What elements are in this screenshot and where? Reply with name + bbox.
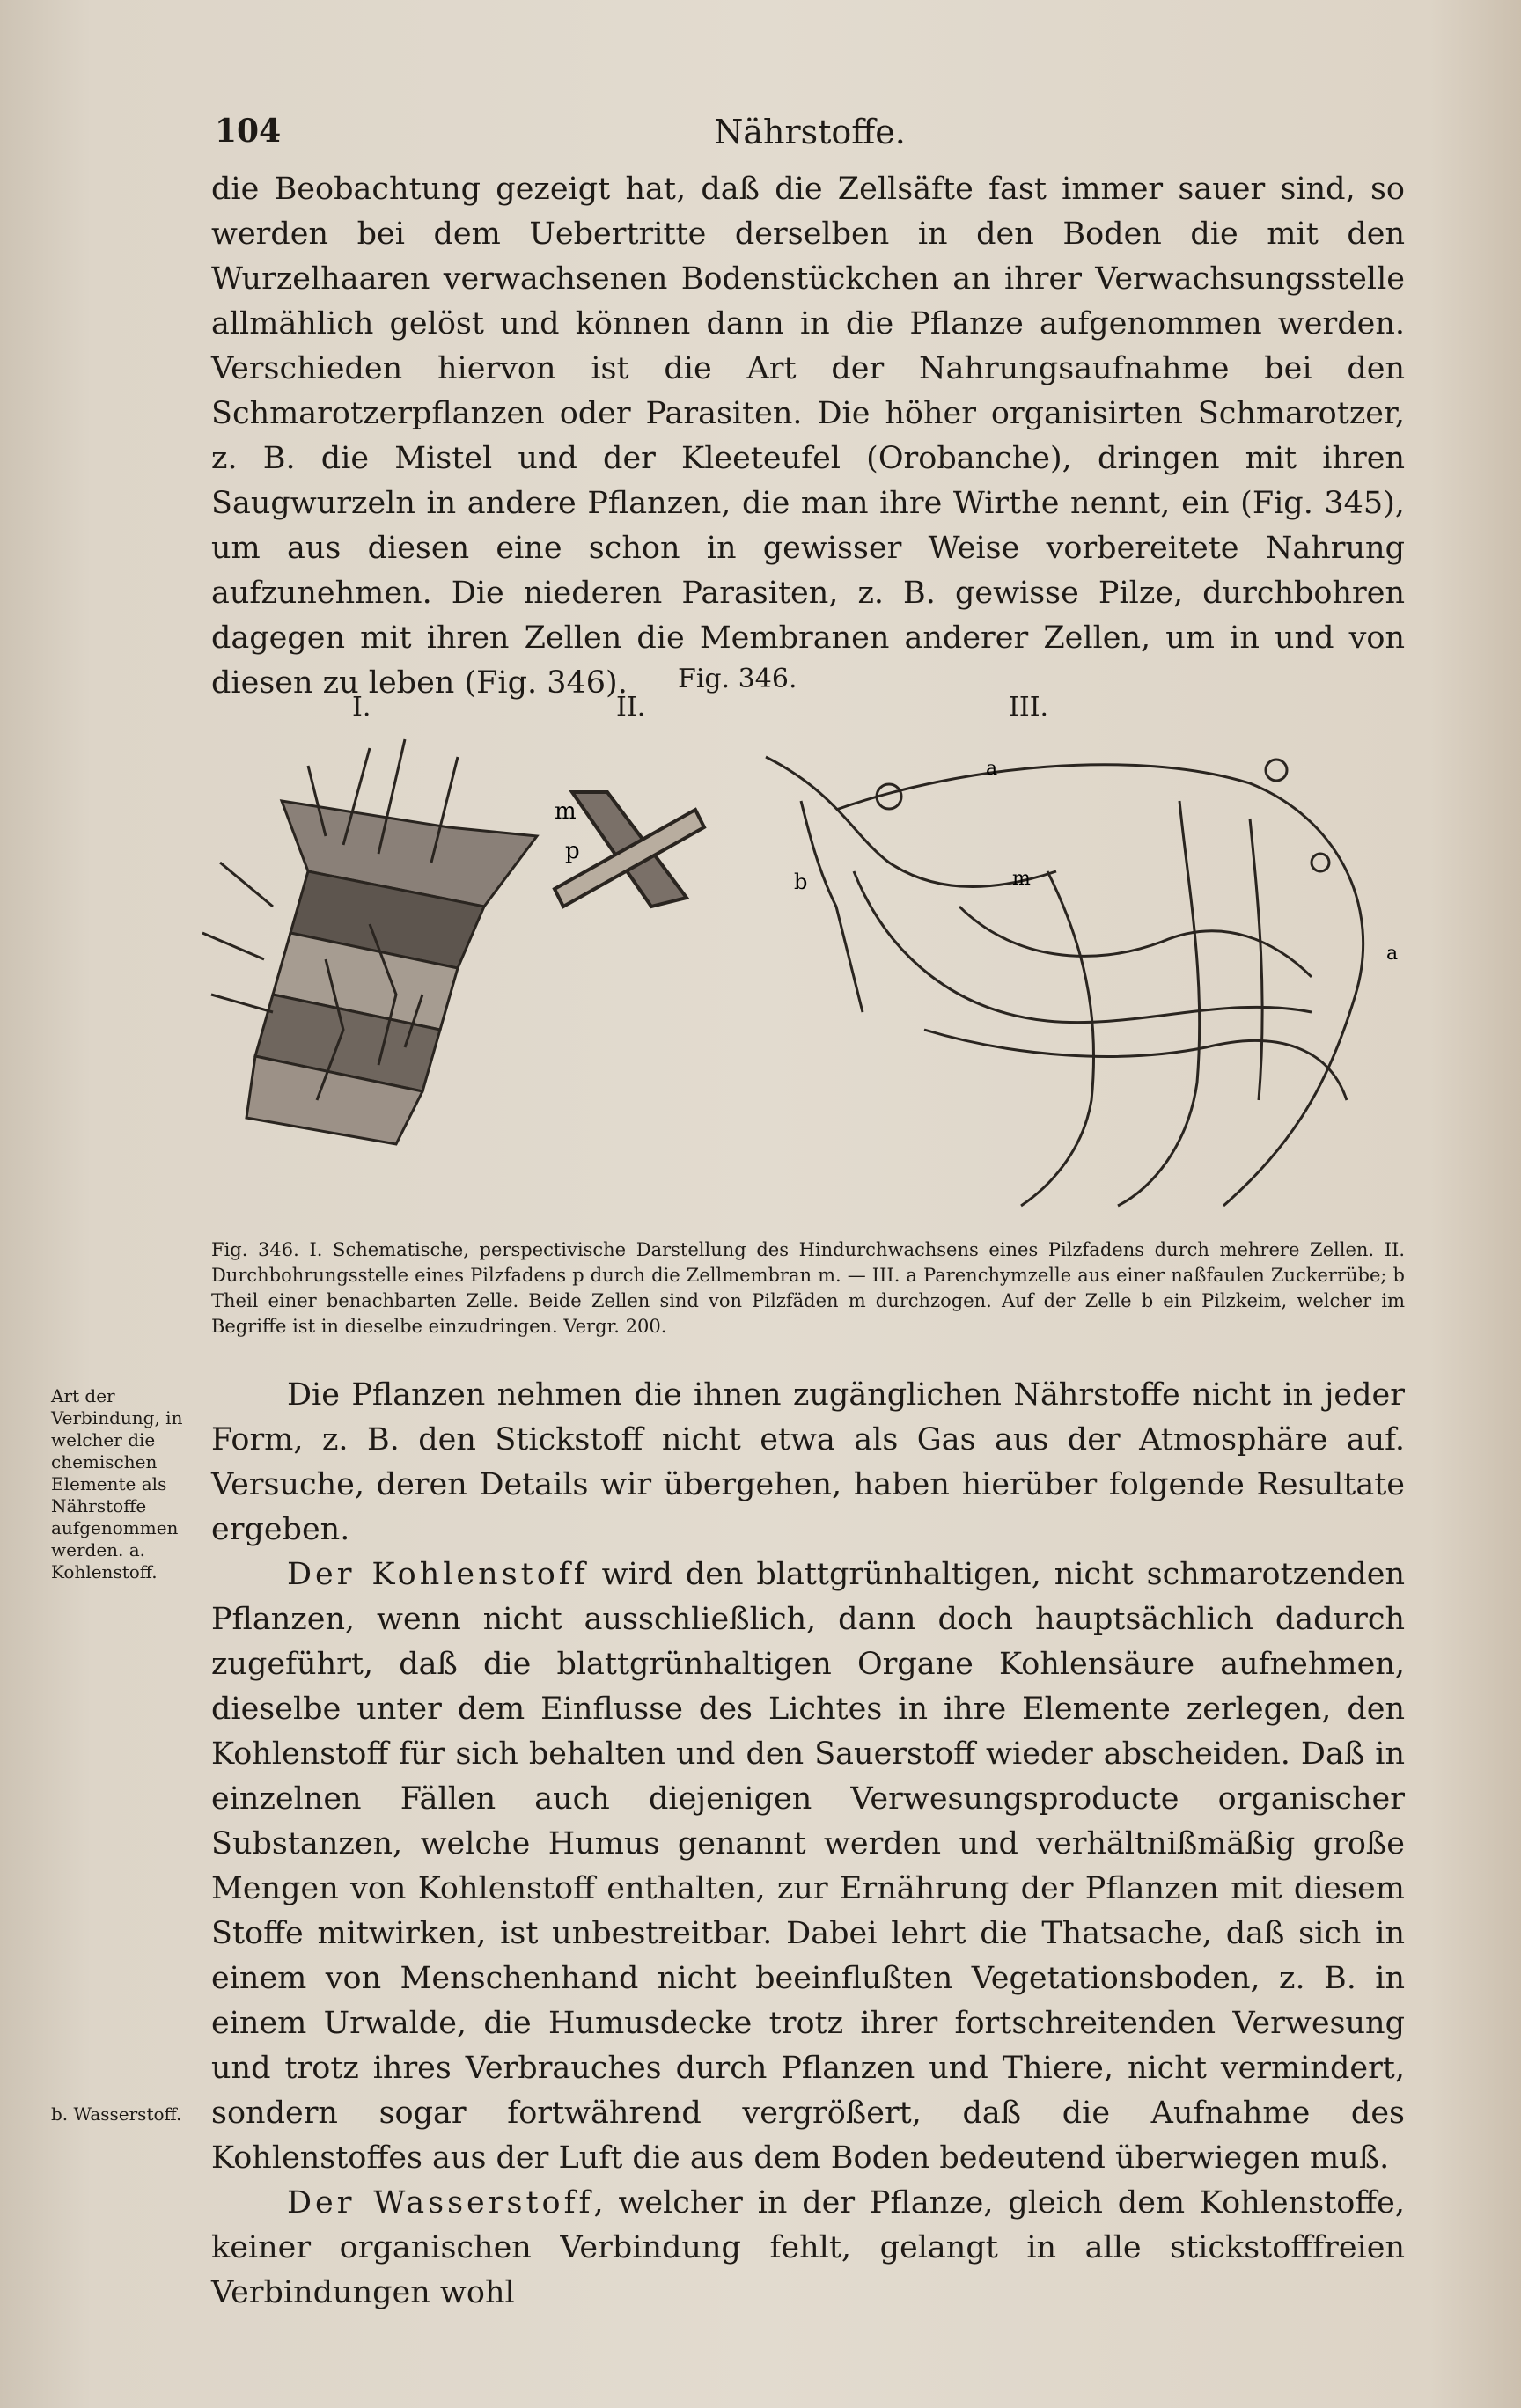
paragraph-3 — [211, 1553, 1405, 2181]
paragraph-4-lead: Der Wasserstoff — [287, 2185, 594, 2221]
paragraph-4 — [211, 2181, 1405, 2316]
figure-letter-m-iii: m — [1012, 868, 1031, 890]
figure-label: Fig. 346. — [678, 664, 797, 694]
figure-part-i-label: I. — [352, 692, 371, 723]
marginal-note-hydrogen: b. Wasserstoff. — [51, 2103, 182, 2125]
page-number: 104 — [215, 113, 282, 150]
paragraph-2: Die Pflanzen nehmen die ihnen zugänglichen Nährstoffe nicht in jeder Form, z. B. den Stickstoff nicht etwa als Gas aus der Atmosphäre auf. Versuche, deren Details wir übergehen, haben hierüber folgende Resultate ergeben. — [211, 1377, 1405, 1547]
figure-part-ii-label: II. — [616, 692, 646, 723]
figure-letter-b: b — [794, 870, 808, 894]
figure-part-iii — [766, 757, 1363, 1206]
figure-letter-p: p — [565, 838, 580, 864]
paragraph-3-text: wird den blattgrünhaltigen, nicht schmarotzenden Pflanzen, wenn nicht ausschließlich, dann doch hauptsächlich dadurch zugeführt, daß die blattgrünhaltigen Organe Kohlensäure aufnehmen, dieselbe unter dem Einflusse des Lichtes in ihre Elemente zerlegen, den Kohlenstoff für sich behalten und den Sauerstoff wieder abscheiden. Daß in einzelnen Fällen auch diejenigen Verwesungsproducte organischer Substanzen, welche Humus genannt werden und verhältnißmäßig große Mengen von Kohlenstoff enthalten, zur Ernährung der Pflanzen mit diesem Stoffe mitwirken, ist unbestreitbar. Dabei lehrt die Thatsache, daß sich in einem von Menschenhand nicht beeinflußten Vegetationsboden, z. B. in einem Urwalde, die Humusdecke trotz ihrer fortschreitenden Verwesung und trotz ihres Verbrauches durch Pflanzen und Thiere, nicht vermindert, sondern sogar fortwährend vergrößert, daß die Aufnahme des Kohlenstoffes aus der Luft die aus dem Boden bedeutend überwiegen muß. — [211, 1557, 1406, 2176]
running-title: Nährstoffe. — [714, 113, 906, 151]
page-header — [215, 113, 1405, 162]
paragraph-3-lead: Der Kohlenstoff — [287, 1557, 589, 1592]
upper-text — [211, 167, 1405, 706]
figure-letter-a-right: a — [1386, 943, 1399, 965]
figure-letter-a-top: a — [986, 758, 998, 780]
figure-part-i — [202, 739, 537, 1144]
figure-illustration — [167, 730, 1417, 1223]
figure-caption-text: Fig. 346. I. Schematische, perspectivische Darstellung des Hindurchwachsens eines Pilzfadens durch mehrere Zellen. II. Durchbohrungsstelle eines Pilzfadens p durch die Zellmembran m. — III. a Parenchymzelle aus einer naßfaulen Zuckerrübe; b Theil einer benachbarten Zelle. Beide Zellen sind von Pilzfäden m durchzogen. Auf der Zelle b ein Pilzkeim, welcher im Begriffe ist in dieselbe einzudringen. Vergr. 200. — [211, 1239, 1405, 1337]
figure-letter-m: m — [555, 798, 577, 825]
figure-part-iii-label: III. — [1009, 692, 1049, 723]
figure-caption — [211, 1237, 1405, 1340]
lower-text — [211, 1373, 1405, 2316]
marginal-note-carbon: Art der Verbindung, in welcher die chemischen Elemente als Nährstoffe aufgenommen werden. a. Kohlenstoff. — [51, 1385, 183, 1582]
paragraph-4-text: , welcher in der Pflanze, gleich dem Kohlenstoffe, keiner organischen Verbindung fehlt, gelangt in alle stickstofffreien Verbindungen wohl — [211, 2185, 1405, 2310]
paragraph-1: die Beobachtung gezeigt hat, daß die Zellsäfte fast immer sauer sind, so werden bei dem Uebertritte derselben in den Boden die mit den Wurzelhaaren verwachsenen Bodenstückchen an ihrer Verwachsungsstelle allmählich gelöst und können dann in die Pflanze aufgenommen werden. Verschieden hiervon ist die Art der Nahrungsaufnahme bei den Schmarotzerpflanzen oder Parasiten. Die höher organisirten Schmarotzer, z. B. die Mistel und der Kleeteufel (Orobanche), dringen mit ihren Saugwurzeln in andere Pflanzen, die man ihre Wirthe nennt, ein (Fig. 345), um aus diesen eine schon in gewisser Weise vorbereitete Nahrung aufzunehmen. Die niederen Parasiten, z. B. gewisse Pilze, durchbohren dagegen mit ihren Zellen die Membranen anderer Zellen, um in und von diesen zu leben (Fig. 346). — [211, 172, 1405, 701]
